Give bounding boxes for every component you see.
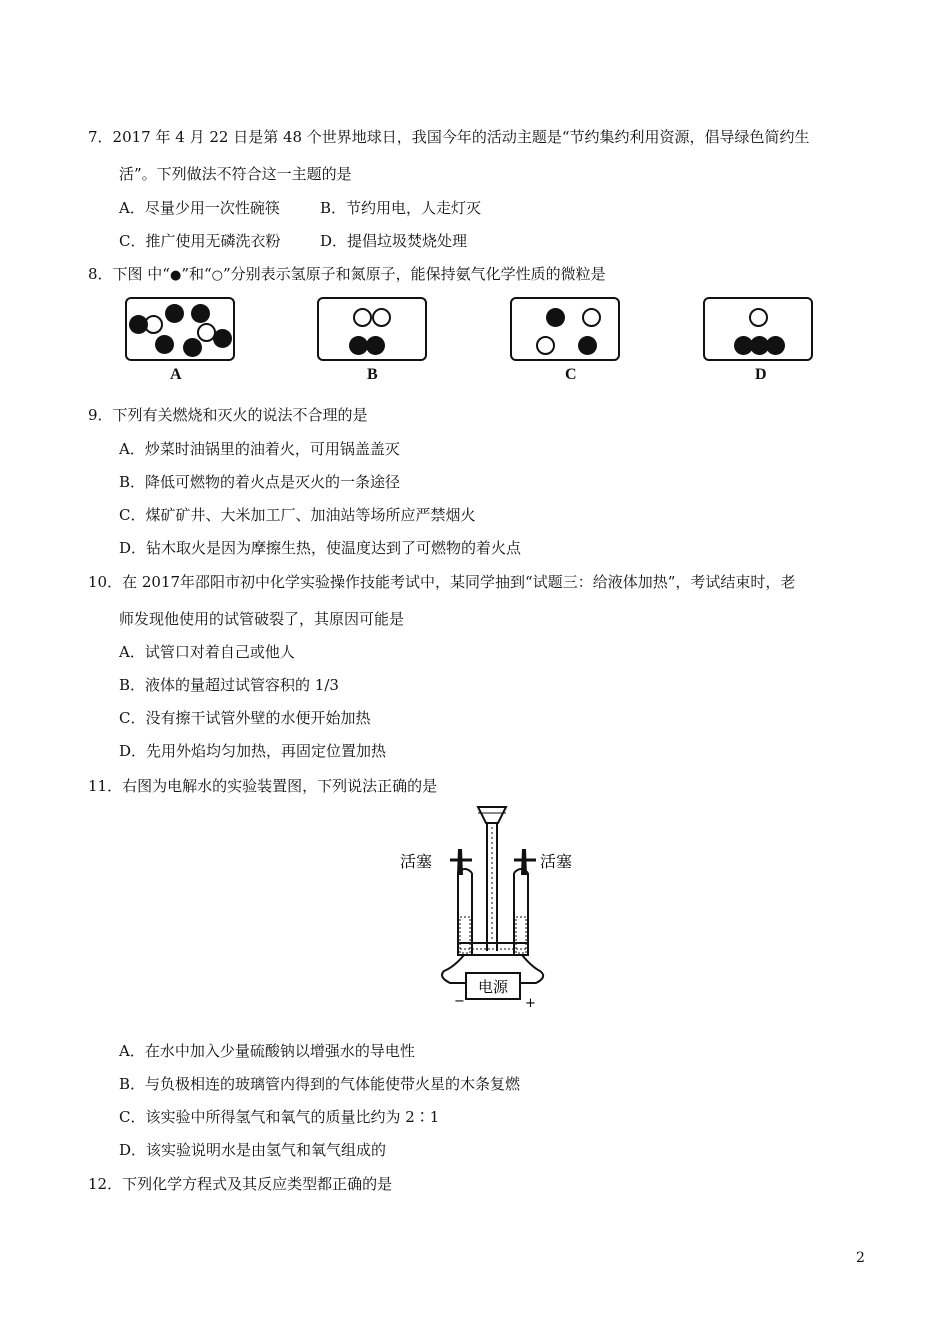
q7-option-d: D．提倡垃圾焚烧处理 bbox=[320, 232, 468, 250]
q7-option-b: B．节约用电，人走灯灭 bbox=[320, 199, 482, 217]
nitrogen-atom-icon bbox=[582, 308, 601, 327]
electrolysis-apparatus-figure bbox=[398, 805, 588, 1011]
q8-stem: 8．下图 中“●”和“○”分别表示氢原子和氮原子，能保持氨气化学性质的微粒是 bbox=[88, 265, 606, 283]
right-stopcock-label: 活塞 bbox=[540, 852, 573, 871]
q11-option-c: C．该实验中所得氢气和氧气的质量比约为 2∶1 bbox=[119, 1108, 440, 1126]
q11-option-b: B．与负极相连的玻璃管内得到的气体能使带火星的木条复燃 bbox=[119, 1075, 521, 1093]
q9-option-d: D．钻木取火是因为摩擦生热，使温度达到了可燃物的着火点 bbox=[119, 539, 522, 557]
q12-stem: 12．下列化学方程式及其反应类型都正确的是 bbox=[88, 1175, 393, 1193]
hydrogen-atom-icon bbox=[129, 315, 148, 334]
q10-option-d: D．先用外焰均匀加热，再固定位置加热 bbox=[119, 742, 387, 760]
molecule-box-a bbox=[125, 297, 235, 361]
nitrogen-atom-icon bbox=[536, 336, 555, 355]
q10-option-b: B．液体的量超过试管容积的 1/3 bbox=[119, 676, 339, 694]
nitrogen-atom-icon bbox=[749, 308, 768, 327]
left-stopcock-label: 活塞 bbox=[400, 852, 433, 871]
nitrogen-symbol-icon: ○ bbox=[211, 268, 224, 283]
hydrogen-atom-icon bbox=[155, 335, 174, 354]
molecule-box-c bbox=[510, 297, 620, 361]
q9-stem: 9．下列有关燃烧和灭火的说法不合理的是 bbox=[88, 406, 368, 424]
q7-stem-line1: 7．2017 年 4 月 22 日是第 48 个世界地球日，我国今年的活动主题是“节约集约利用资源，倡导绿色简约生 bbox=[88, 128, 810, 146]
nitrogen-atom-icon bbox=[372, 308, 391, 327]
page-number: 2 bbox=[856, 1250, 865, 1266]
q11-option-a: A．在水中加入少量硫酸钠以增强水的导电性 bbox=[119, 1042, 415, 1060]
nitrogen-atom-icon bbox=[353, 308, 372, 327]
q9-option-c: C．煤矿矿井、大米加工厂、加油站等场所应严禁烟火 bbox=[119, 506, 476, 524]
molecule-label-d: D bbox=[755, 366, 767, 383]
q9-option-b: B．降低可燃物的着火点是灭火的一条途径 bbox=[119, 473, 401, 491]
q10-option-c: C．没有擦干试管外壁的水便开始加热 bbox=[119, 709, 371, 727]
molecule-label-b: B bbox=[367, 366, 378, 383]
molecule-label-c: C bbox=[565, 366, 577, 383]
q10-stem-line1: 10．在 2017年邵阳市初中化学实验操作技能考试中，某同学抽到“试题三：给液体加热”，考试结束时，老 bbox=[88, 573, 796, 591]
hydrogen-atom-icon bbox=[165, 304, 184, 323]
hydrogen-atom-icon bbox=[183, 338, 202, 357]
hydrogen-atom-icon bbox=[366, 336, 385, 355]
molecule-label-a: A bbox=[170, 366, 182, 383]
molecule-box-b bbox=[317, 297, 427, 361]
q10-stem-line2: 师发现他使用的试管破裂了，其原因可能是 bbox=[119, 610, 405, 628]
hydrogen-atom-icon bbox=[191, 304, 210, 323]
q10-option-a: A．试管口对着自己或他人 bbox=[119, 643, 295, 661]
q7-option-c: C．推广使用无磷洗衣粉 bbox=[119, 232, 281, 250]
q11-stem: 11．右图为电解水的实验装置图，下列说法正确的是 bbox=[88, 777, 438, 795]
q7-option-a: A．尽量少用一次性碗筷 bbox=[119, 199, 280, 217]
positive-terminal-label: + bbox=[525, 996, 536, 1011]
power-source-label: 电源 bbox=[477, 978, 509, 996]
hydrogen-symbol-icon: ● bbox=[169, 268, 182, 283]
q11-option-d: D．该实验说明水是由氢气和氧气组成的 bbox=[119, 1141, 387, 1159]
hydrogen-atom-icon bbox=[546, 308, 565, 327]
q7-stem-line2: 活”。下列做法不符合这一主题的是 bbox=[119, 165, 352, 183]
hydrogen-atom-icon bbox=[766, 336, 785, 355]
hydrogen-atom-icon bbox=[213, 329, 232, 348]
molecule-box-d bbox=[703, 297, 813, 361]
hydrogen-atom-icon bbox=[578, 336, 597, 355]
q9-option-a: A．炒菜时油锅里的油着火，可用锅盖盖灭 bbox=[119, 440, 400, 458]
negative-terminal-label: − bbox=[454, 994, 465, 1009]
